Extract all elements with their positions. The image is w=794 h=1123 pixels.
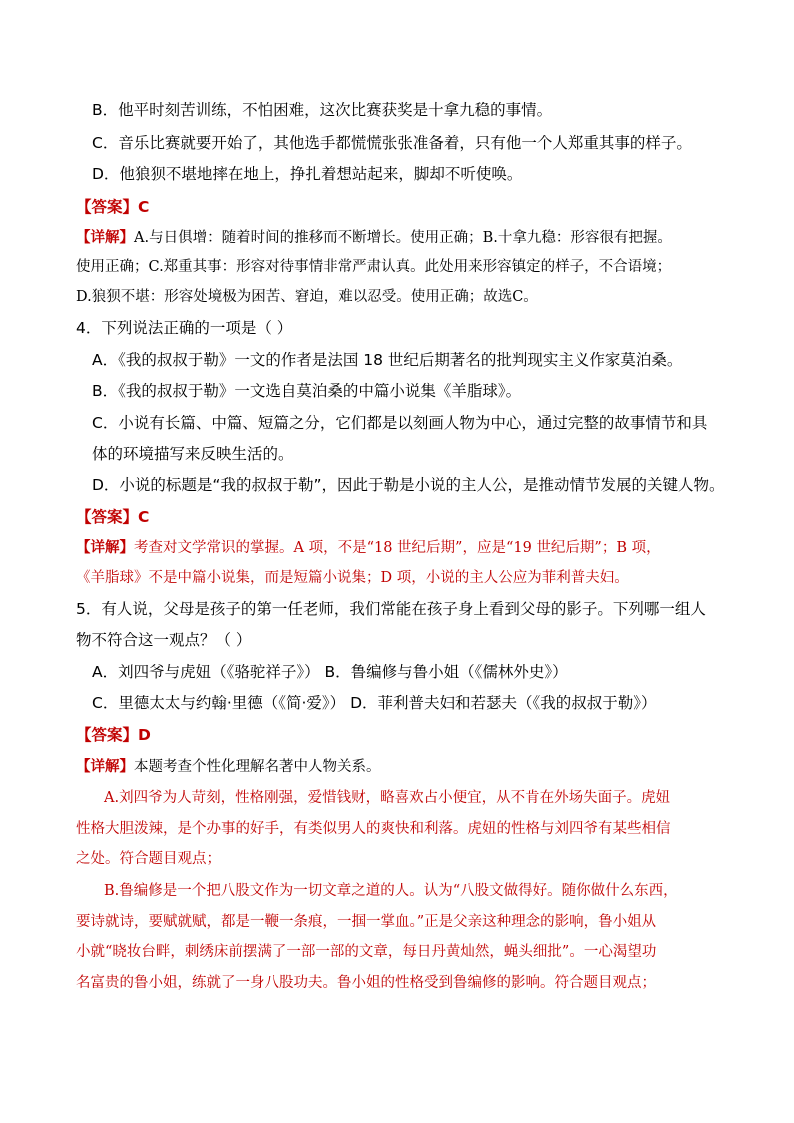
answer-tag: 【答案】 — [76, 508, 139, 526]
q5-stem-line2: 物不符合这一观点？（ ） — [76, 631, 252, 649]
q4-answer — [76, 506, 149, 528]
q4-stem: 4．下列说法正确的一项是（ ） — [76, 319, 293, 337]
q5-options-row1: A．刘四爷与虎妞（《骆驼祥子》） B．鲁编修与鲁小姐（《儒林外史》） — [92, 663, 568, 681]
q5-detail-b-line2: 要诗就诗，要赋就赋，都是一鞭一条痕，一掴一掌血。”正是父亲这种理念的影响，鲁小姐从 — [76, 914, 657, 930]
detail-text: 考查对文学常识的掌握。A 项，不是“18 世纪后期”，应是“19 世纪后期”；B 项， — [134, 540, 661, 556]
q4-option-b: B．《我的叔叔于勒》一文选自莫泊桑的中篇小说集《羊脂球》。 — [92, 382, 522, 400]
detail-tag: 【详解】 — [76, 229, 134, 246]
q5-detail-b-line3: 小就“晓妆台畔，刺绣床前摆满了一部一部的文章，每日丹黄灿然，蝇头细批”。一心渴望功 — [76, 944, 657, 960]
q3-detail-line3: D.狼狈不堪：形容处境极为困苦、窘迫，难以忍受。使用正确；故选C。 — [76, 289, 538, 305]
q4-detail-line1 — [76, 537, 661, 559]
answer-value: D — [138, 726, 151, 744]
q5-detail-a-line2: 性格大胆泼辣，是个办事的好手，有类似男人的爽快和利落。虎妞的性格与刘四爷有某些相信 — [76, 821, 671, 837]
q4-option-c-line1: C．小说有长篇、中篇、短篇之分，它们都是以刻画人物为中心，通过完整的故事情节和具 — [92, 414, 708, 432]
q5-stem-line1: 5．有人说，父母是孩子的第一任老师，我们常能在孩子身上看到父母的影子。下列哪一组人 — [76, 600, 706, 618]
q5-detail-intro — [76, 756, 381, 778]
q3-option-c: C．音乐比赛就要开始了，其他选手都慌慌张张准备着，只有他一个人郑重其事的样子。 — [92, 134, 692, 152]
q5-answer — [76, 724, 151, 746]
q3-detail-line1 — [76, 227, 672, 249]
q3-option-b: B．他平时刻苦训练，不怕困难，这次比赛获奖是十拿九稳的事情。 — [92, 101, 553, 119]
detail-tag: 【详解】 — [76, 758, 134, 775]
detail-text: 本题考查个性化理解名著中人物关系。 — [134, 759, 381, 775]
q4-option-d: D．小说的标题是“我的叔叔于勒”，因此于勒是小说的主人公，是推动情节发展的关键人物。 — [92, 476, 725, 494]
answer-tag: 【答案】 — [76, 726, 139, 744]
q5-detail-b-line4: 名富贵的鲁小姐，练就了一身八股功夫。鲁小姐的性格受到鲁编修的影响。符合题目观点； — [76, 975, 656, 991]
q3-detail-line2: 使用正确；C.郑重其事：形容对待事情非常严肃认真。此处用来形容镇定的样子，不合语境； — [76, 259, 672, 275]
q4-detail-line2: 《羊脂球》不是中篇小说集，而是短篇小说集；D 项，小说的主人公应为菲利普夫妇。 — [76, 570, 629, 586]
detail-text: A.与日俱增：随着时间的推移而不断增长。使用正确；B.十拿九稳：形容很有把握。 — [134, 230, 672, 246]
q3-answer — [76, 196, 149, 218]
q4-option-c-line2: 体的环境描写来反映生活的。 — [92, 445, 294, 463]
answer-tag: 【答案】 — [76, 198, 139, 216]
q5-options-row2: C．里德太太与约翰·里德（《简·爱》） D．菲利普夫妇和若瑟夫（《我的叔叔于勒》） — [92, 694, 657, 712]
q3-option-d: D．他狼狈不堪地摔在地上，挣扎着想站起来，脚却不听使唤。 — [92, 165, 523, 183]
answer-value: C — [138, 508, 150, 526]
q5-detail-b-line1: B.鲁编修是一个把八股文作为一切文章之道的人。认为“八股文做得好。随你做什么东西， — [104, 883, 678, 899]
detail-tag: 【详解】 — [76, 539, 134, 556]
answer-value: C — [138, 198, 150, 216]
q5-detail-a-line1: A.刘四爷为人苛刻，性格刚强，爱惜钱财，略喜欢占小便宜，从不肯在外场失面子。虎妞 — [104, 790, 671, 806]
q5-detail-a-line3: 之处。符合题目观点； — [76, 851, 221, 867]
q4-option-a: A．《我的叔叔于勒》一文的作者是法国 18 世纪后期著名的批判现实主义作家莫泊桑。 — [92, 351, 683, 369]
